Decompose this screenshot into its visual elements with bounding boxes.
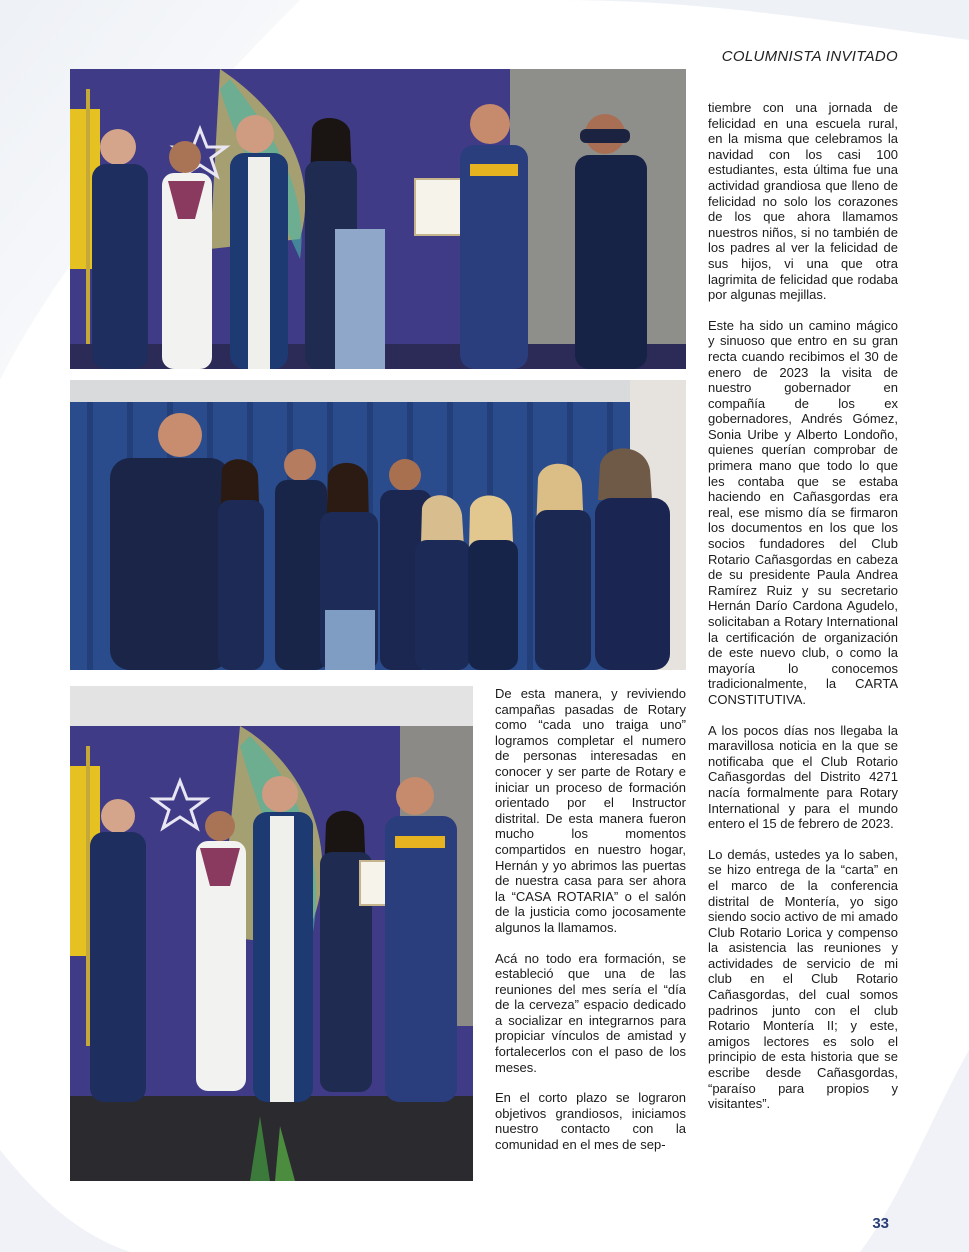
right-paragraph-2: Este ha sido un camino mágico y sinuoso que entro en su gran recta cuando recibimos el 30 de enero de 2023 la visita de nuestro gobernador en compañía de los ex gobernadores, Andrés Gómez, Sonia Uribe y Alberto Londoño, quienes querían comprobar de primera mano que todo lo que les contaba que se estaba haciendo en Cañasgordas era real, ese mismo día se firmaron los documentos en los que los socios fundadores del Club Rotario Cañasgordas en cabeza de su presidente Paula Andrea Ramírez Ruiz y su secretario Hernán Darío Cardona Agudelo, solicitaban a Rotary International la certificación de organización de este nuevo club, o como la mayoría lo conocemos tradicionalmente, la CARTA CONSTITUTIVA. <box>708 317 898 707</box>
middle-paragraph-2: Acá no todo era formación, se estableció que una de las reuniones del mes sería el “día de la cerveza” espacio dedicado a socializar en integrarnos para propiciar vínculos de amistad y fortalecerlos con el paso de los meses. <box>495 950 686 1075</box>
middle-paragraph-1: De esta manera, y reviviendo campañas pasadas de Rotary como “cada uno traiga uno” logramos completar el numero de personas interesadas en conocer y ser parte de Rotary e iniciar un proceso de formación orientado por el Instructor distrital. De esta manera fueron mucho los momentos compartidos en nuestro hogar, Hernán y yo abrimos las puertas de nuestra casa para ser ahora la “CASA ROTARIA” o el salón de la justicia como jocosamente algunos la llamamos. <box>495 686 686 935</box>
right-paragraph-4: Lo demás, ustedes ya lo saben, se hizo entrega de la “carta” en el marco de la conferencia distrital de Montería, yo sigo siendo socio activo de mi amado Club Rotario Lorica y compenso la asistencia las reuniones y actividades de servicio de mi club en el Club Rotario Cañasgordas, del cual somos padrinos junto con el club Rotario Montería II; y este, amigos lectores es solo el principio de esta historia que se escribe desde Cañasgordas, “paraíso para propios y visitantes”. <box>708 846 898 1112</box>
group-photo-certificate-1 <box>70 69 686 369</box>
group-photo-certificate-2 <box>70 686 473 1181</box>
group-photo-club-members <box>70 380 686 670</box>
right-paragraph-1: tiembre con una jornada de felicidad en una escuela rural, en la misma que celebramos la navidad con los casi 100 estudiantes, esta última fue una actividad grandiosa que lleno de felicidad no solo los corazones de los que ahora llamamos nuestros niños, si no también de los padres al ver la felicidad de sus hijos, vi una que otra lagrimita de felicidad que rodaba por algunas mejillas. <box>708 100 898 303</box>
right-paragraph-3: A los pocos días nos llegaba la maravillosa noticia en la que se notificaba que el Club Rotario Cañasgordas del Distrito 4271 nacía formalmente para Rotary International y para el mundo entero el 15 de febrero de 2023. <box>708 722 898 832</box>
page-number: 33 <box>872 1215 889 1232</box>
middle-paragraph-3: En el corto plazo se lograron objetivos grandiosos, iniciamos nuestro contacto con la comunidad en el mes de sep- <box>495 1090 686 1153</box>
section-label: COLUMNISTA INVITADO <box>721 48 898 65</box>
right-text-column <box>708 100 898 1127</box>
middle-text-column <box>495 686 686 1168</box>
